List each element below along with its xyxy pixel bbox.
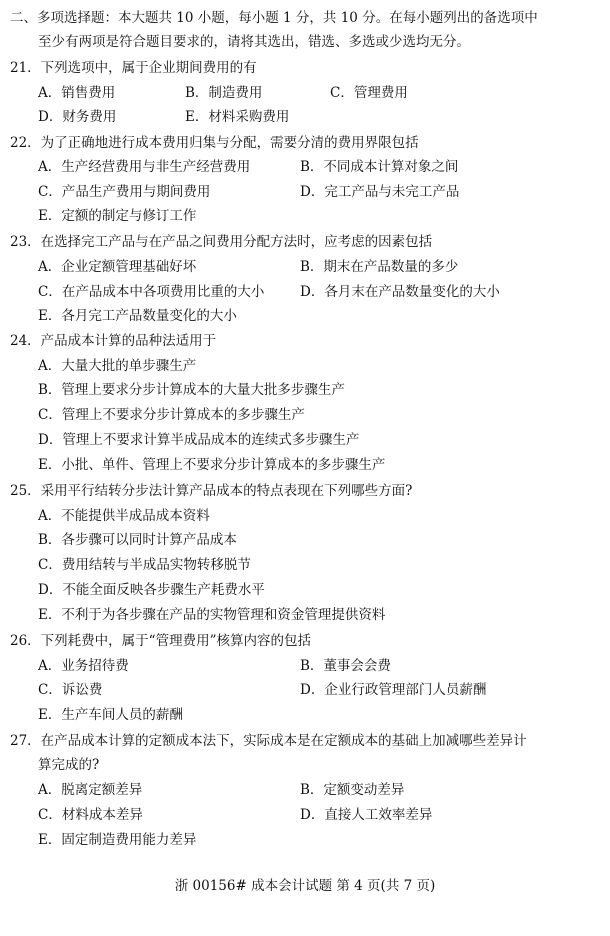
question-21-option-b: B．制造费用 [185,85,263,101]
question-27-stem-continued: 算完成的? [38,757,100,773]
question-25-stem: 25．采用平行结转分步法计算产品成本的特点表现在下列哪些方面? [10,483,413,499]
question-27-option-c: C．材料成本差异 [38,807,143,823]
question-23-option-a: A．企业定额管理基础好坏 [38,259,197,275]
question-27-stem: 27．在产品成本计算的定额成本法下，实际成本是在定额成本的基础上加减哪些差异计 [10,733,527,749]
question-24-option-e: E．小批、单件、管理上不要求分步计算成本的多步骤生产 [38,457,386,473]
question-23-option-c: C．在产品成本中各项费用比重的大小 [38,284,265,300]
question-21-option-e: E．材料采购费用 [185,109,290,125]
question-21-stem: 21．下列选项中，属于企业期间费用的有 [10,60,257,76]
question-27-option-e: E．固定制造费用能力差异 [38,832,197,848]
question-22-stem: 22．为了正确地进行成本费用归集与分配，需要分清的费用界限包括 [10,135,419,151]
question-24-option-b: B．管理上要求分步计算成本的大量大批多步骤生产 [38,382,345,398]
question-24-option-d: D．管理上不要求计算半成品成本的连续式多步骤生产 [38,432,360,448]
section-title-line2: 至少有两项是符合题目要求的，请将其选出，错选、多选或少选均无分。 [38,34,470,50]
question-24-option-c: C．管理上不要求分步计算成本的多步骤生产 [38,407,305,423]
question-21-option-a: A．销售费用 [38,85,116,101]
question-26-stem: 26．下列耗费中，属于“管理费用”核算内容的包括 [10,633,311,649]
question-26-option-c: C．诉讼费 [38,682,103,698]
section-title-line1: 二、多项选择题：本大题共 10 小题，每小题 1 分，共 10 分。在每小题列出的备选项中 [10,10,538,26]
question-25-option-e: E．不利于为各步骤在产品的实物管理和资金管理提供资料 [38,607,386,623]
question-26-option-a: A．业务招待费 [38,658,129,674]
question-25-option-b: B．各步骤可以同时计算产品成本 [38,532,237,548]
question-22-option-e: E．定额的制定与修订工作 [38,208,197,224]
page-footer: 浙 00156# 成本会计试题 第 4 页(共 7 页) [174,878,436,894]
question-26-option-d: D．企业行政管理部门人员薪酬 [300,682,487,698]
question-21-option-c: C．管理费用 [330,85,408,101]
question-21-option-d: D．财务费用 [38,109,117,125]
question-27-option-b: B．定额变动差异 [300,782,405,798]
question-25-option-c: C．费用结转与半成品实物转移脱节 [38,557,251,573]
question-22-option-a: A．生产经营费用与非生产经营费用 [38,159,251,175]
question-24-stem: 24．产品成本计算的品种法适用于 [10,333,217,349]
question-23-option-b: B．期末在产品数量的多少 [300,259,459,275]
question-23-option-e: E．各月完工产品数量变化的大小 [38,308,237,324]
question-24-option-a: A．大量大批的单步骤生产 [38,358,197,374]
question-26-option-e: E．生产车间人员的薪酬 [38,707,183,723]
question-22-option-d: D．完工产品与未完工产品 [300,184,460,200]
question-25-option-a: A．不能提供半成品成本资料 [38,508,210,524]
question-27-option-d: D．直接人工效率差异 [300,807,433,823]
question-27-option-a: A．脱离定额差异 [38,782,143,798]
question-22-option-b: B．不同成本计算对象之间 [300,159,459,175]
question-25-option-d: D．不能全面反映各步骤生产耗费水平 [38,582,265,598]
question-23-stem: 23．在选择完工产品与在产品之间费用分配方法时，应考虑的因素包括 [10,234,433,250]
question-23-option-d: D．各月末在产品数量变化的大小 [300,284,500,300]
question-26-option-b: B．董事会会费 [300,658,391,674]
question-22-option-c: C．产品生产费用与期间费用 [38,184,211,200]
